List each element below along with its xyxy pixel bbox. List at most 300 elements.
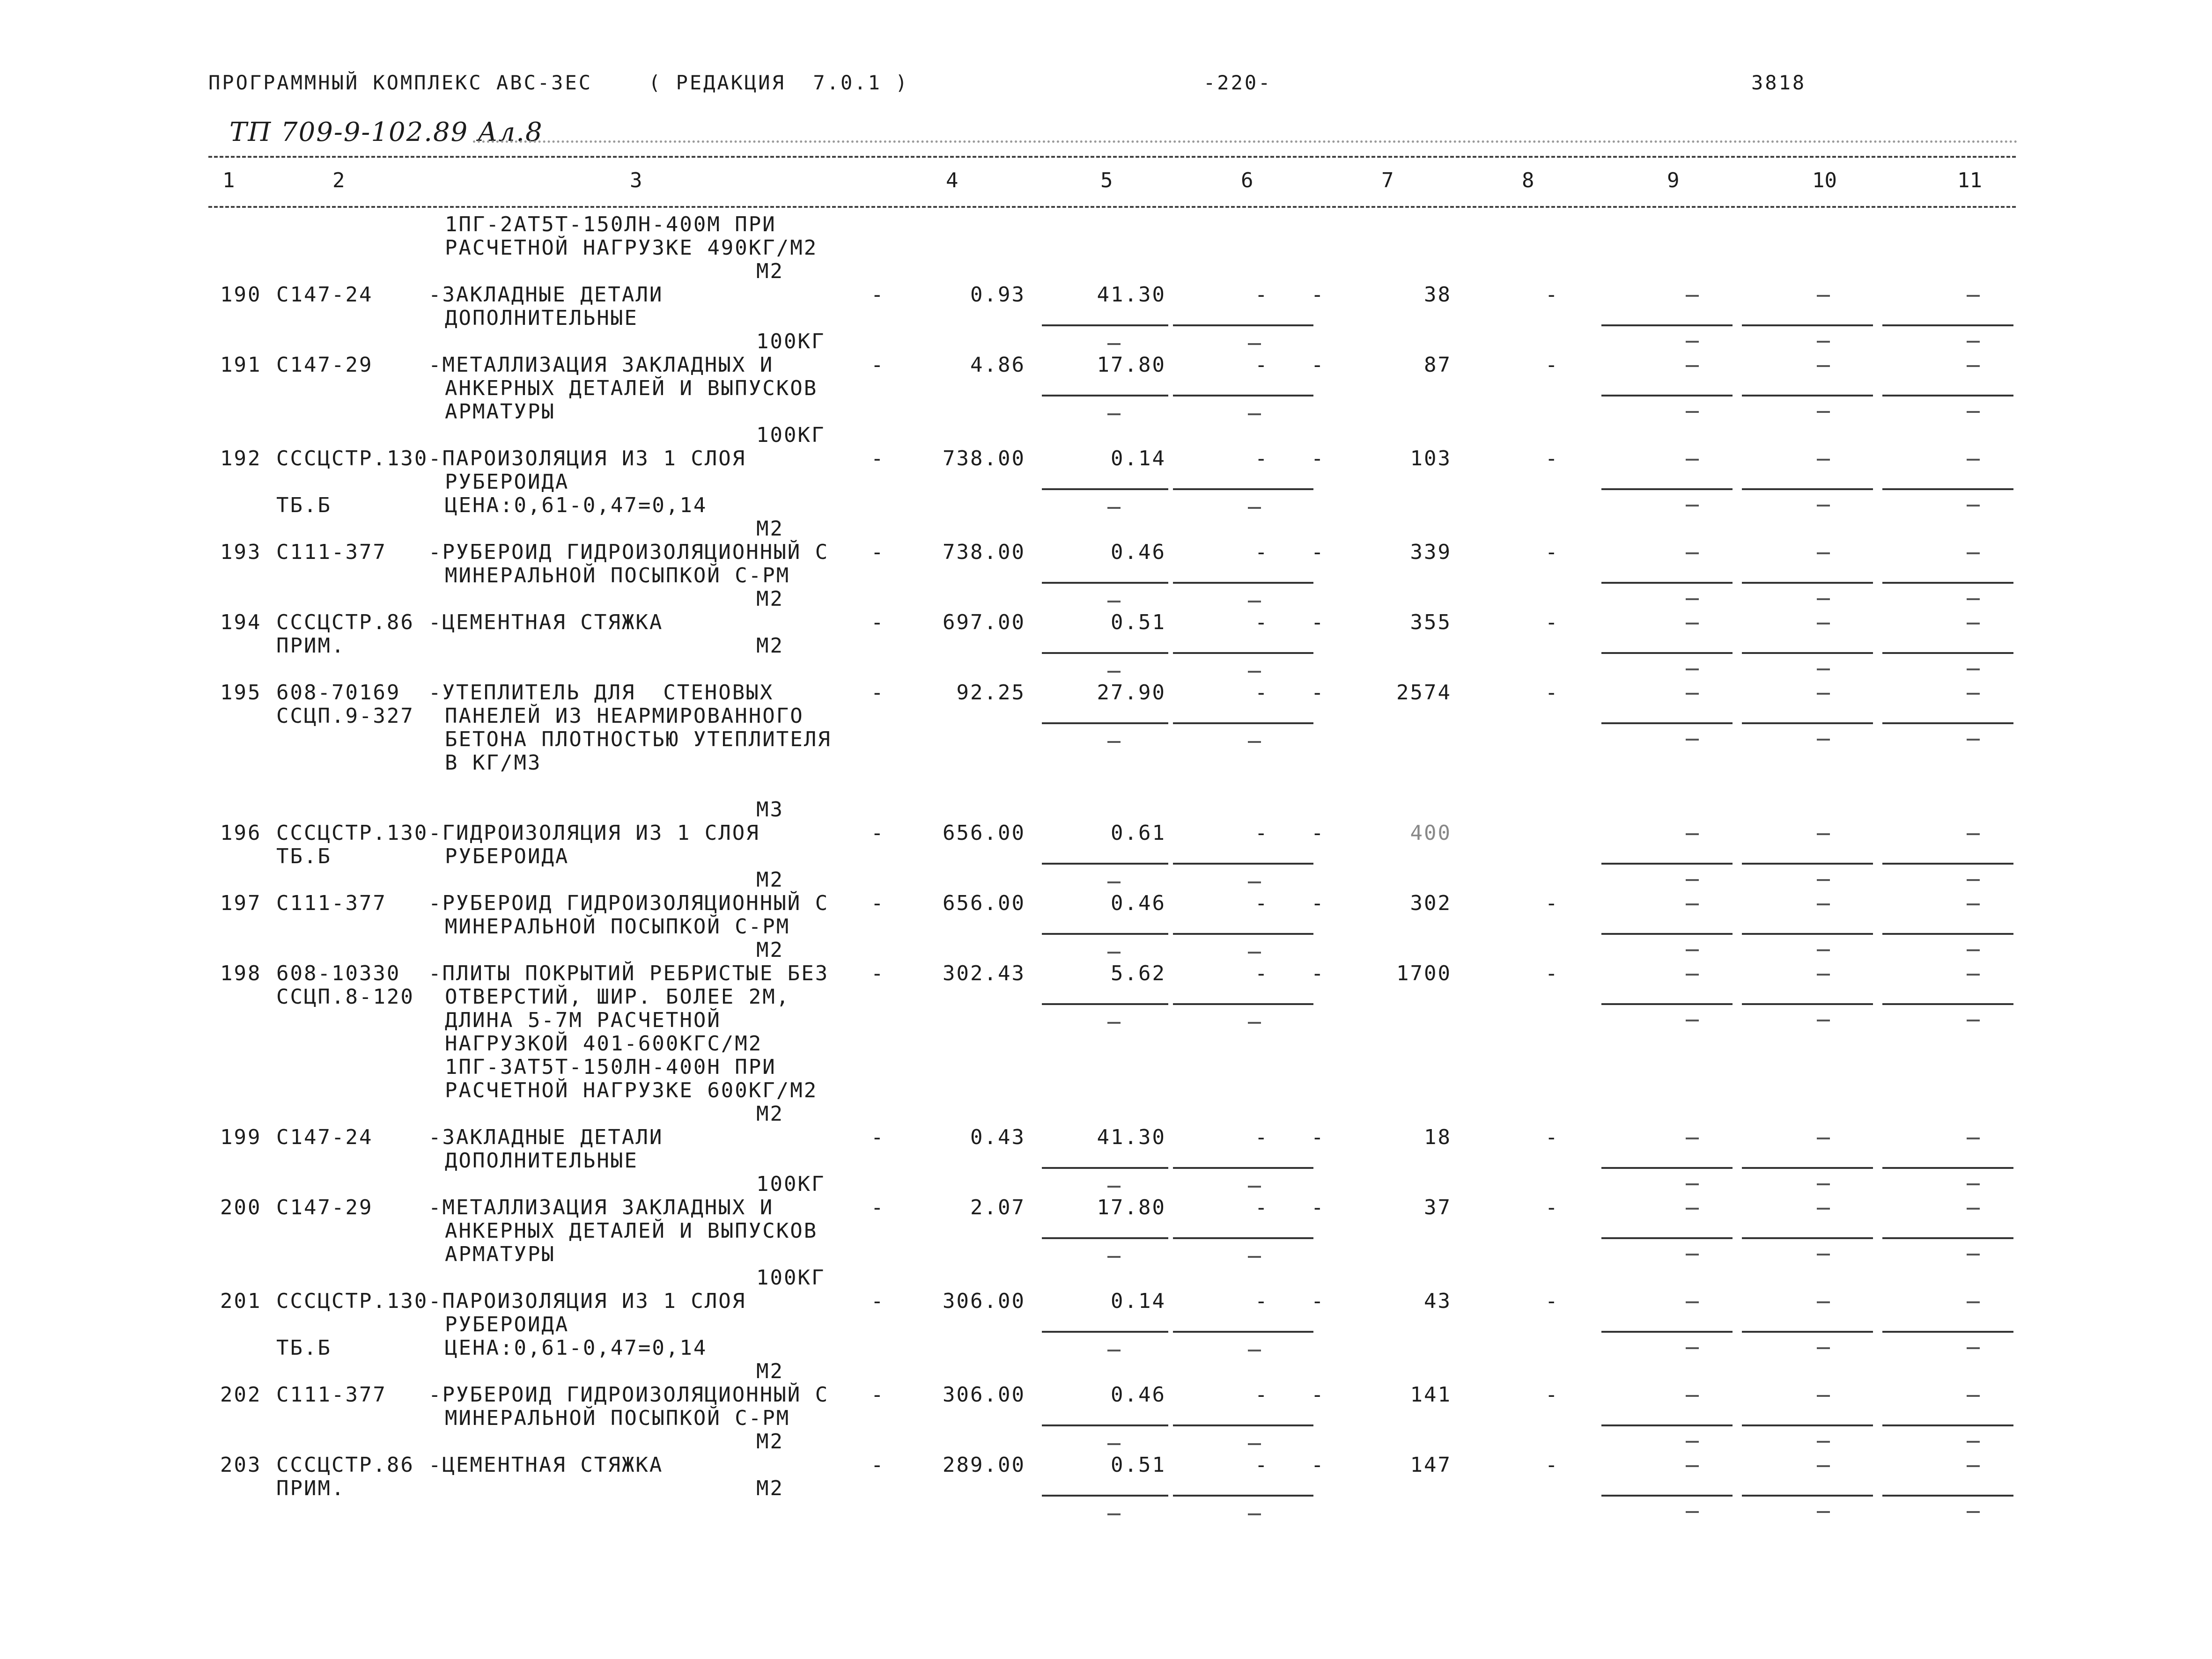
empty-cell-dash: [1967, 833, 1980, 835]
description-line: АНКЕРНЫХ ДЕТАЛЕЙ И ВЫПУСКОВ: [445, 1219, 818, 1243]
sum-underline: [1173, 1424, 1313, 1426]
row-code: С111-377: [276, 891, 387, 915]
empty-cell-dash: [1107, 881, 1121, 883]
sum-underline: [1742, 324, 1873, 326]
row-code: 608-70169: [276, 681, 401, 705]
empty-cell-dash: [1686, 365, 1699, 367]
empty-cell-dash: [1967, 668, 1980, 670]
sum-underline: [1882, 652, 2013, 654]
empty-cell-dash: [1248, 741, 1261, 743]
empty-cell-dash: [1686, 411, 1699, 413]
empty-cell-dash: [1686, 903, 1699, 905]
sum-underline: [1173, 1237, 1313, 1239]
empty-cell-dash: [1107, 952, 1121, 954]
empty-cell-dash: [1248, 601, 1261, 602]
empty-cell-dash: [1248, 343, 1261, 345]
description-line: -ЦЕМЕНТНАЯ СТЯЖКА: [428, 1453, 664, 1477]
empty-cell-dash: [1817, 974, 1830, 976]
page-mark: -220-: [1203, 71, 1272, 94]
col8-dash: -: [1545, 540, 1559, 564]
empty-cell-dash: [1967, 949, 1980, 951]
row-code: С147-29: [276, 353, 373, 377]
sum-underline: [1601, 1167, 1733, 1169]
unit-label: М2: [756, 938, 784, 962]
row-code: С111-377: [276, 540, 387, 564]
unit-price-value: 0.51: [1111, 610, 1166, 634]
unit-price-value: 0.14: [1111, 1289, 1166, 1313]
sum-underline: [1601, 652, 1733, 654]
col6-dash: -: [1255, 1453, 1269, 1477]
sum-underline: [1042, 933, 1168, 935]
empty-cell-dash: [1817, 365, 1830, 367]
empty-cell-dash: [1107, 1350, 1121, 1351]
empty-cell-dash: [1817, 833, 1830, 835]
sum-underline: [1742, 652, 1873, 654]
row-code: С147-24: [276, 283, 373, 307]
empty-cell-dash: [1686, 341, 1699, 343]
col6b-dash: -: [1311, 283, 1325, 307]
empty-cell-dash: [1686, 1347, 1699, 1349]
col8-dash: -: [1545, 447, 1559, 470]
row-code: С111-377: [276, 1383, 387, 1407]
quantity-value: 302.43: [943, 962, 1025, 985]
col6-dash: -: [1255, 821, 1269, 845]
empty-cell-dash: [1817, 341, 1830, 343]
column-number-6: 6: [1241, 169, 1253, 192]
empty-cell-dash: [1686, 623, 1699, 624]
empty-cell-dash: [1967, 411, 1980, 413]
empty-cell-dash: [1967, 341, 1980, 343]
description-line: -ПЛИТЫ ПОКРЫТИЙ РЕБРИСТЫЕ БЕЗ: [428, 962, 829, 985]
quantity-value: 697.00: [943, 610, 1025, 634]
row-code: СССЦСТР.130: [276, 821, 428, 845]
sum-underline: [1742, 722, 1873, 724]
sum-underline: [1882, 1237, 2013, 1239]
col6-dash: -: [1255, 1196, 1269, 1219]
empty-cell-dash: [1967, 879, 1980, 881]
empty-cell-dash: [1107, 343, 1121, 345]
column-number-11: 11: [1957, 169, 1982, 192]
total-value: 37: [1424, 1196, 1452, 1219]
column-number-2: 2: [332, 169, 345, 192]
empty-cell-dash: [1817, 1301, 1830, 1303]
empty-cell-dash: [1686, 693, 1699, 695]
empty-cell-dash: [1967, 1347, 1980, 1349]
col8-dash: -: [1545, 1383, 1559, 1407]
col6-dash: -: [1255, 1125, 1269, 1149]
empty-cell-dash: [1686, 739, 1699, 741]
empty-cell-dash: [1967, 1138, 1980, 1139]
empty-cell-dash: [1686, 1020, 1699, 1021]
col8-dash: -: [1545, 1289, 1559, 1313]
empty-cell-dash: [1817, 1183, 1830, 1185]
empty-cell-dash: [1686, 1465, 1699, 1467]
empty-cell-dash: [1686, 505, 1699, 507]
total-value: 87: [1424, 353, 1452, 377]
empty-cell-dash: [1686, 598, 1699, 600]
row-number: 199: [220, 1125, 262, 1149]
col4-dash: -: [871, 353, 885, 377]
empty-cell-dash: [1107, 1513, 1121, 1515]
unit-price-value: 0.46: [1111, 1383, 1166, 1407]
description-line: ОТВЕРСТИЙ, ШИР. БОЛЕЕ 2М,: [445, 985, 790, 1009]
empty-cell-dash: [1686, 949, 1699, 951]
row-code: ССЦП.9-327: [276, 704, 414, 728]
empty-cell-dash: [1686, 879, 1699, 881]
description-line: -ГИДРОИЗОЛЯЦИЯ ИЗ 1 СЛОЯ: [428, 821, 760, 845]
empty-cell-dash: [1248, 1022, 1261, 1024]
col6-dash: -: [1255, 681, 1269, 705]
empty-cell-dash: [1967, 295, 1980, 297]
sum-underline: [1742, 1331, 1873, 1333]
empty-cell-dash: [1107, 1256, 1121, 1258]
sum-underline: [1173, 582, 1313, 584]
row-number: 194: [220, 610, 262, 634]
sum-underline: [1882, 1424, 2013, 1426]
sum-underline: [1173, 1331, 1313, 1333]
column-number-9: 9: [1667, 169, 1680, 192]
empty-cell-dash: [1686, 459, 1699, 461]
row-number: 202: [220, 1383, 262, 1407]
sum-underline: [1173, 1167, 1313, 1169]
col4-dash: -: [871, 1383, 885, 1407]
total-value: 18: [1424, 1125, 1452, 1149]
col6b-dash: -: [1311, 821, 1325, 845]
sum-underline: [1042, 652, 1168, 654]
empty-cell-dash: [1248, 1513, 1261, 1515]
empty-cell-dash: [1817, 505, 1830, 507]
sum-underline: [1601, 395, 1733, 396]
total-value: 103: [1410, 447, 1452, 470]
empty-cell-dash: [1967, 1254, 1980, 1255]
empty-cell-dash: [1817, 1511, 1830, 1513]
sum-underline: [1742, 1167, 1873, 1169]
row-code: СССЦСТР.130: [276, 447, 428, 470]
col4-dash: -: [871, 540, 885, 564]
dotted-line: [473, 140, 2018, 143]
unit-label: 100КГ: [756, 423, 826, 447]
sum-underline: [1601, 863, 1733, 865]
description-line: -РУБЕРОИД ГИДРОИЗОЛЯЦИОННЫЙ С: [428, 891, 829, 915]
col6b-dash: -: [1311, 681, 1325, 705]
col6-dash: -: [1255, 610, 1269, 634]
empty-cell-dash: [1107, 507, 1121, 509]
col6-dash: -: [1255, 962, 1269, 985]
sum-underline: [1882, 1003, 2013, 1005]
project-reference: ТП 709-9-102.89 Ал.8: [229, 117, 543, 147]
sum-underline: [1882, 1495, 2013, 1497]
sum-underline: [1601, 722, 1733, 724]
row-code: С147-29: [276, 1196, 373, 1219]
description-line: НАГРУЗКОЙ 401-600КГС/М2: [445, 1032, 763, 1056]
empty-cell-dash: [1686, 1138, 1699, 1139]
empty-cell-dash: [1107, 671, 1121, 673]
unit-label: М2: [756, 634, 784, 658]
description-line: АРМАТУРЫ: [445, 400, 555, 424]
sum-underline: [1173, 324, 1313, 326]
description-line: МИНЕРАЛЬНОЙ ПОСЫПКОЙ С-РМ: [445, 1406, 790, 1430]
row-code: СССЦСТР.86: [276, 610, 414, 634]
sum-underline: [1042, 722, 1168, 724]
empty-cell-dash: [1817, 668, 1830, 670]
row-number: 195: [220, 681, 262, 705]
column-number-10: 10: [1812, 169, 1837, 192]
col6-dash: -: [1255, 540, 1269, 564]
sum-underline: [1042, 324, 1168, 326]
empty-cell-dash: [1248, 1443, 1261, 1445]
row-code: ССЦП.8-120: [276, 985, 414, 1009]
empty-cell-dash: [1686, 974, 1699, 976]
empty-cell-dash: [1817, 1347, 1830, 1349]
col4-dash: -: [871, 821, 885, 845]
column-number-7: 7: [1381, 169, 1394, 192]
empty-cell-dash: [1817, 949, 1830, 951]
empty-cell-dash: [1817, 1465, 1830, 1467]
empty-cell-dash: [1817, 411, 1830, 413]
sum-underline: [1173, 395, 1313, 396]
empty-cell-dash: [1817, 295, 1830, 297]
unit-price-value: 27.90: [1097, 681, 1166, 705]
col6-dash: -: [1255, 1289, 1269, 1313]
description-line: -ПАРОИЗОЛЯЦИЯ ИЗ 1 СЛОЯ: [428, 447, 746, 470]
row-number: 197: [220, 891, 262, 915]
empty-cell-dash: [1967, 1465, 1980, 1467]
empty-cell-dash: [1967, 974, 1980, 976]
col8-dash: -: [1545, 891, 1559, 915]
sum-underline: [1742, 863, 1873, 865]
empty-cell-dash: [1817, 1208, 1830, 1210]
col6b-dash: -: [1311, 353, 1325, 377]
sum-underline: [1173, 488, 1313, 490]
empty-cell-dash: [1686, 1254, 1699, 1255]
empty-cell-dash: [1686, 1395, 1699, 1397]
description-line: -РУБЕРОИД ГИДРОИЗОЛЯЦИОННЫЙ С: [428, 540, 829, 564]
empty-cell-dash: [1248, 1186, 1261, 1188]
row-code: ТБ.Б: [276, 493, 332, 517]
quantity-value: 306.00: [943, 1289, 1025, 1313]
top-rule: [208, 156, 2016, 158]
empty-cell-dash: [1967, 459, 1980, 461]
description-line: РАСЧЕТНОЙ НАГРУЗКЕ 600КГ/М2: [445, 1079, 818, 1102]
sum-underline: [1601, 582, 1733, 584]
continuation-line: РАСЧЕТНОЙ НАГРУЗКЕ 490КГ/М2: [445, 236, 818, 260]
unit-price-value: 17.80: [1097, 1196, 1166, 1219]
quantity-value: 738.00: [943, 540, 1025, 564]
description-line: 1ПГ-3АТ5Т-150ЛН-400Н ПРИ: [445, 1055, 776, 1079]
empty-cell-dash: [1686, 552, 1699, 554]
sum-underline: [1742, 1424, 1873, 1426]
sum-underline: [1042, 1331, 1168, 1333]
empty-cell-dash: [1817, 1254, 1830, 1255]
sum-underline: [1601, 1424, 1733, 1426]
description-line: ПАНЕЛЕЙ ИЗ НЕАРМИРОВАННОГО: [445, 704, 804, 728]
unit-price-value: 0.61: [1111, 821, 1166, 845]
column-number-3: 3: [630, 169, 642, 192]
empty-cell-dash: [1967, 1511, 1980, 1513]
empty-cell-dash: [1967, 1441, 1980, 1443]
header-rule: [208, 206, 2016, 208]
row-code: СССЦСТР.86: [276, 1453, 414, 1477]
sum-underline: [1042, 863, 1168, 865]
description-line: -УТЕПЛИТЕЛЬ ДЛЯ СТЕНОВЫХ: [428, 681, 774, 705]
unit-label: М2: [756, 868, 784, 892]
quantity-value: 289.00: [943, 1453, 1025, 1477]
unit-label: М3: [756, 798, 784, 822]
empty-cell-dash: [1107, 413, 1121, 415]
empty-cell-dash: [1248, 952, 1261, 954]
sum-underline: [1173, 1495, 1313, 1497]
continuation-line: М2: [756, 259, 784, 283]
col4-dash: -: [871, 610, 885, 634]
sum-underline: [1742, 582, 1873, 584]
col6b-dash: -: [1311, 1289, 1325, 1313]
total-value: 1700: [1396, 962, 1452, 985]
sum-underline: [1882, 1331, 2013, 1333]
unit-label: 100КГ: [756, 330, 826, 353]
quantity-value: 656.00: [943, 821, 1025, 845]
total-value: 400: [1410, 821, 1452, 845]
col6b-dash: -: [1311, 1196, 1325, 1219]
quantity-value: 738.00: [943, 447, 1025, 470]
sum-underline: [1742, 1003, 1873, 1005]
quantity-value: 306.00: [943, 1383, 1025, 1407]
description-line: -МЕТАЛЛИЗАЦИЯ ЗАКЛАДНЫХ И: [428, 353, 774, 377]
empty-cell-dash: [1817, 1441, 1830, 1443]
column-number-4: 4: [946, 169, 959, 192]
description-line: РУБЕРОИДА: [445, 1313, 569, 1336]
empty-cell-dash: [1248, 881, 1261, 883]
sum-underline: [1042, 1003, 1168, 1005]
sum-underline: [1742, 1495, 1873, 1497]
col8-dash: -: [1545, 1453, 1559, 1477]
description-line: ЦЕНА:0,61-0,47=0,14: [445, 493, 708, 517]
empty-cell-dash: [1967, 739, 1980, 741]
total-value: 302: [1410, 891, 1452, 915]
empty-cell-dash: [1686, 1208, 1699, 1210]
sum-underline: [1042, 1237, 1168, 1239]
row-number: 198: [220, 962, 262, 985]
unit-price-value: 41.30: [1097, 283, 1166, 307]
sum-underline: [1882, 324, 2013, 326]
total-value: 38: [1424, 283, 1452, 307]
sum-underline: [1601, 1237, 1733, 1239]
unit-label: М2: [756, 1430, 784, 1453]
row-number: 200: [220, 1196, 262, 1219]
empty-cell-dash: [1967, 1183, 1980, 1185]
col6-dash: -: [1255, 1383, 1269, 1407]
sum-underline: [1173, 863, 1313, 865]
col8-dash: -: [1545, 962, 1559, 985]
col8-dash: -: [1545, 610, 1559, 634]
empty-cell-dash: [1248, 1350, 1261, 1351]
col6b-dash: -: [1311, 1453, 1325, 1477]
sum-underline: [1601, 1003, 1733, 1005]
description-line: ДЛИНА 5-7М РАСЧЕТНОЙ: [445, 1008, 721, 1032]
empty-cell-dash: [1967, 505, 1980, 507]
empty-cell-dash: [1967, 1020, 1980, 1021]
empty-cell-dash: [1107, 741, 1121, 743]
unit-label: М2: [756, 1102, 784, 1126]
col6-dash: -: [1255, 447, 1269, 470]
empty-cell-dash: [1107, 1022, 1121, 1024]
empty-cell-dash: [1686, 1441, 1699, 1443]
empty-cell-dash: [1817, 739, 1830, 741]
description-line: АРМАТУРЫ: [445, 1242, 555, 1266]
col8-dash: -: [1545, 1125, 1559, 1149]
col4-dash: -: [871, 681, 885, 705]
col6-dash: -: [1255, 891, 1269, 915]
quantity-value: 656.00: [943, 891, 1025, 915]
description-line: РУБЕРОИДА: [445, 844, 569, 868]
unit-price-value: 0.46: [1111, 891, 1166, 915]
sum-underline: [1173, 652, 1313, 654]
sum-underline: [1601, 1331, 1733, 1333]
description-line: В КГ/М3: [445, 751, 542, 775]
col4-dash: -: [871, 962, 885, 985]
empty-cell-dash: [1967, 693, 1980, 695]
row-code: ТБ.Б: [276, 844, 332, 868]
total-value: 2574: [1396, 681, 1452, 705]
empty-cell-dash: [1817, 903, 1830, 905]
sum-underline: [1042, 1424, 1168, 1426]
empty-cell-dash: [1248, 413, 1261, 415]
sum-underline: [1742, 1237, 1873, 1239]
sum-underline: [1601, 488, 1733, 490]
unit-price-value: 17.80: [1097, 353, 1166, 377]
col4-dash: -: [871, 1289, 885, 1313]
description-line: МИНЕРАЛЬНОЙ ПОСЫПКОЙ С-РМ: [445, 564, 790, 587]
column-number-1: 1: [222, 169, 235, 192]
col6-dash: -: [1255, 353, 1269, 377]
total-value: 141: [1410, 1383, 1452, 1407]
col4-dash: -: [871, 1125, 885, 1149]
total-value: 339: [1410, 540, 1452, 564]
sum-underline: [1601, 933, 1733, 935]
empty-cell-dash: [1817, 1138, 1830, 1139]
row-number: 203: [220, 1453, 262, 1477]
col8-dash: -: [1545, 1196, 1559, 1219]
total-value: 147: [1410, 1453, 1452, 1477]
empty-cell-dash: [1967, 365, 1980, 367]
page-number: 3818: [1751, 71, 1806, 94]
description-line: ДОПОЛНИТЕЛЬНЫЕ: [445, 1149, 638, 1173]
quantity-value: 2.07: [970, 1196, 1025, 1219]
row-code: С147-24: [276, 1125, 373, 1149]
empty-cell-dash: [1248, 507, 1261, 509]
quantity-value: 4.86: [970, 353, 1025, 377]
total-value: 355: [1410, 610, 1452, 634]
sum-underline: [1742, 395, 1873, 396]
row-code: ПРИМ.: [276, 1476, 346, 1500]
row-number: 190: [220, 283, 262, 307]
sum-underline: [1173, 933, 1313, 935]
unit-price-value: 0.14: [1111, 447, 1166, 470]
empty-cell-dash: [1817, 1020, 1830, 1021]
row-code: ПРИМ.: [276, 634, 346, 658]
row-number: 196: [220, 821, 262, 845]
description-line: МИНЕРАЛЬНОЙ ПОСЫПКОЙ С-РМ: [445, 915, 790, 939]
unit-label: М2: [756, 1476, 784, 1500]
program-title: ПРОГРАММНЫЙ КОМПЛЕКС АВС-3ЕС: [208, 71, 593, 94]
description-line: РУБЕРОИДА: [445, 470, 569, 494]
description-line: -ЗАКЛАДНЫЕ ДЕТАЛИ: [428, 283, 664, 307]
col4-dash: -: [871, 1196, 885, 1219]
empty-cell-dash: [1817, 552, 1830, 554]
col6b-dash: -: [1311, 891, 1325, 915]
empty-cell-dash: [1686, 1301, 1699, 1303]
col4-dash: -: [871, 891, 885, 915]
empty-cell-dash: [1817, 623, 1830, 624]
